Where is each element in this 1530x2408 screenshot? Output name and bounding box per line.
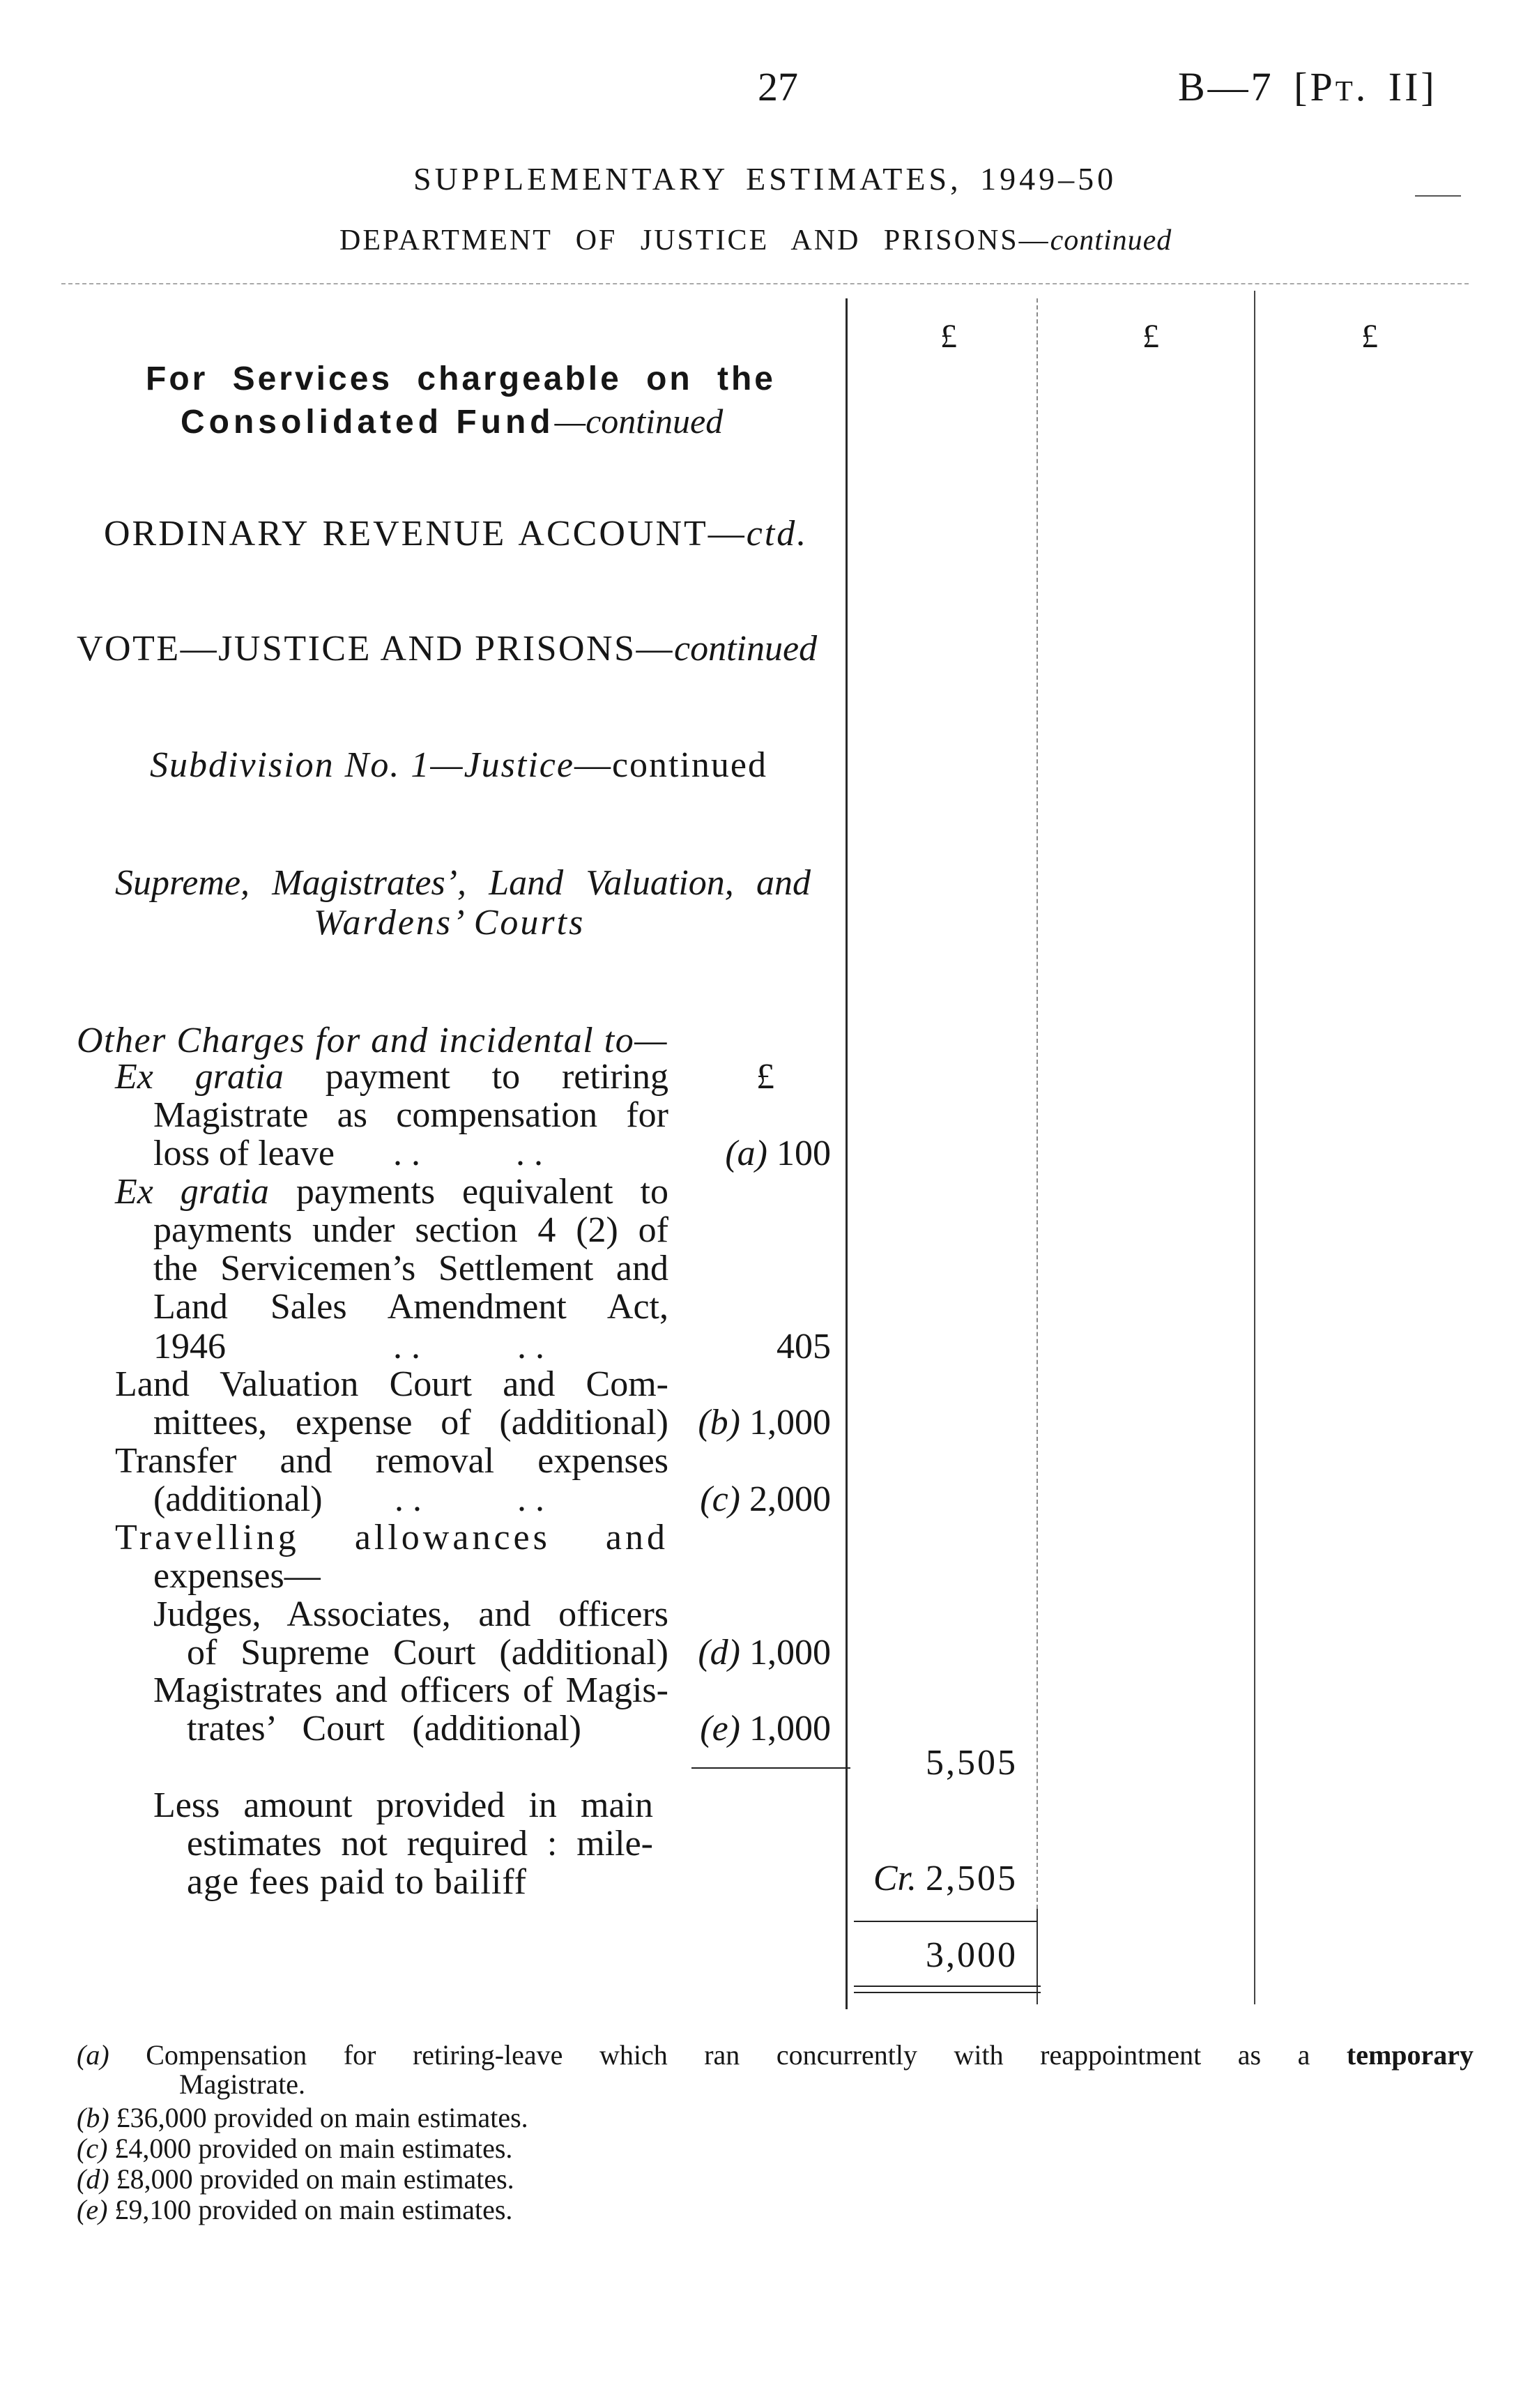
footnote-c xyxy=(77,2133,512,2164)
courts-heading-line1: Supreme, Magistrates’, Land Valuation, and xyxy=(115,863,811,903)
footnote-text: £36,000 provided on main estimates. xyxy=(116,2102,528,2133)
charge-item-b-line1: Land Valuation Court and Com- xyxy=(115,1364,668,1404)
note-ref: (a) xyxy=(725,1134,767,1173)
vote-heading xyxy=(77,630,817,669)
footnote-a xyxy=(77,2040,1474,2071)
column-currency-1: £ xyxy=(940,318,957,355)
page-title: SUPPLEMENTARY ESTIMATES, 1949–50 xyxy=(413,161,1117,197)
department-heading xyxy=(339,221,1172,260)
footnote-text: Compensation for retiring-leave which ran concurrently with reappointment as a xyxy=(146,2039,1310,2071)
charge-item-c-line2: (additional) xyxy=(153,1479,323,1519)
charge-item-b-line2: mittees, expense of (additional) xyxy=(153,1403,668,1442)
charges-intro: Other Charges for and incidental to— xyxy=(77,1021,668,1060)
charge-item-c-line1: Transfer and removal expenses xyxy=(115,1441,668,1481)
charge-item-a-line3: loss of leave xyxy=(153,1134,335,1173)
column-divider-1 xyxy=(846,298,848,2009)
charge-item-servicemen-line1 xyxy=(115,1173,668,1212)
charge-subitem-d-amount xyxy=(669,1633,831,1672)
dot-leader: . . xyxy=(395,1479,422,1519)
services-heading-line2 xyxy=(181,402,723,442)
footnote-label: (d) xyxy=(77,2163,109,2195)
subtotal-rule xyxy=(691,1767,850,1769)
dot-leader: . . xyxy=(393,1134,420,1173)
less-line2: estimates not required : mile- xyxy=(187,1824,653,1864)
charge-subitem-e-line2: trates’ Court (additional) xyxy=(187,1709,581,1748)
charge-item-servicemen-line4: Land Sales Amendment Act, xyxy=(153,1287,668,1327)
charge-item-a-text: payment to retiring xyxy=(325,1057,669,1097)
charge-item-a-line2: Magistrate as compensation for xyxy=(153,1095,668,1135)
charge-item-travelling-line1: Travelling allowances and xyxy=(115,1518,668,1557)
credit-value: 2,505 xyxy=(926,1859,1018,1898)
total-rule xyxy=(854,1921,1037,1922)
vote-continued: continued xyxy=(674,629,818,669)
charge-item-a-amount xyxy=(669,1134,831,1173)
subdivision-heading xyxy=(150,746,767,785)
ex-gratia-label: Ex gratia xyxy=(115,1172,269,1212)
footnote-text: £8,000 provided on main estimates. xyxy=(116,2163,514,2195)
services-continued: —continued xyxy=(554,402,724,441)
table-top-rule xyxy=(61,283,1469,284)
charge-item-servicemen-line2: payments under section 4 (2) of xyxy=(153,1210,668,1250)
note-ref: (b) xyxy=(698,1403,740,1442)
account-heading xyxy=(104,515,808,554)
total-double-rule-bottom xyxy=(854,1992,1041,1993)
column-divider-3 xyxy=(1254,291,1255,2004)
footnote-e xyxy=(77,2195,512,2225)
account-name: ORDINARY REVENUE ACCOUNT— xyxy=(104,514,747,554)
footnote-label: (e) xyxy=(77,2194,108,2225)
column-divider-2 xyxy=(1036,298,1038,1909)
amount-value: 1,000 xyxy=(749,1633,831,1672)
charge-item-a-line1 xyxy=(115,1058,668,1097)
consolidated-fund: Consolidated Fund xyxy=(181,404,555,441)
ex-gratia-label: Ex gratia xyxy=(115,1057,284,1097)
less-line3: age fees paid to bailiff xyxy=(187,1862,527,1902)
charge-item-servicemen-amount: 405 xyxy=(777,1327,831,1366)
credit-prefix: Cr. xyxy=(873,1859,917,1898)
footnote-label: (b) xyxy=(77,2102,109,2133)
document-reference: B—7 [Pt. II] xyxy=(1178,64,1437,109)
services-heading-line1: For Services chargeable on the xyxy=(146,360,776,397)
column-currency-2: £ xyxy=(1142,318,1159,355)
charge-item-servicemen-line3: the Servicemen’s Settlement and xyxy=(153,1249,668,1288)
charge-item-c-amount xyxy=(669,1480,831,1519)
charge-item-servicemen-text: payments equivalent to xyxy=(296,1172,668,1212)
subdivision-continued: —continued xyxy=(574,745,768,785)
column-currency-3: £ xyxy=(1361,318,1378,355)
dot-leader: . . xyxy=(393,1327,420,1366)
header-rule xyxy=(1415,195,1461,197)
dot-leader: . . xyxy=(517,1327,544,1366)
footnote-emphasis: temporary xyxy=(1346,2039,1474,2071)
note-ref: (e) xyxy=(700,1709,740,1748)
courts-heading-line2: Wardens’ Courts xyxy=(314,903,586,943)
amount-column-currency: £ xyxy=(756,1057,774,1097)
charge-item-travelling-line2: expenses— xyxy=(153,1556,321,1596)
vote-name: VOTE—JUSTICE AND PRISONS— xyxy=(77,629,675,669)
charge-subitem-d-line2: of Supreme Court (additional) xyxy=(187,1633,668,1672)
page-number: 27 xyxy=(758,64,798,109)
charge-item-b-amount xyxy=(669,1403,831,1442)
dot-leader: . . xyxy=(516,1134,543,1173)
total-amount: 3,000 xyxy=(926,1935,1018,1975)
footnote-text: £4,000 provided on main estimates. xyxy=(114,2133,513,2164)
footnote-b xyxy=(77,2103,528,2133)
footnote-text: £9,100 provided on main estimates. xyxy=(114,2194,513,2225)
total-double-rule-top xyxy=(854,1986,1041,1987)
amount-value: 100 xyxy=(777,1134,831,1173)
charge-item-servicemen-line5: 1946 xyxy=(153,1327,226,1366)
column-divider-2-lower xyxy=(1036,1909,1038,2004)
footnote-d xyxy=(77,2164,514,2195)
department-continued: continued xyxy=(1050,224,1172,257)
amount-value: 1,000 xyxy=(749,1403,831,1442)
footnote-label: (a) xyxy=(77,2039,109,2071)
department-name: DEPARTMENT OF JUSTICE AND PRISONS— xyxy=(339,224,1050,257)
less-line1: Less amount provided in main xyxy=(153,1785,653,1825)
subdivision-name: Subdivision No. 1—Justice xyxy=(150,745,574,785)
footnote-a-continuation: Magistrate. xyxy=(179,2068,306,2100)
credit-amount xyxy=(854,1859,1018,1898)
subtotal-amount: 5,505 xyxy=(926,1743,1018,1783)
note-ref: (c) xyxy=(700,1479,740,1519)
amount-value: 1,000 xyxy=(749,1709,831,1748)
charge-subitem-d-line1: Judges, Associates, and officers xyxy=(153,1594,668,1634)
dot-leader: . . xyxy=(517,1479,544,1519)
charge-subitem-e-amount xyxy=(669,1709,831,1748)
note-ref: (d) xyxy=(698,1633,740,1672)
account-continued: ctd. xyxy=(746,514,809,554)
charge-subitem-e-line1: Magistrates and officers of Magis- xyxy=(153,1670,668,1710)
footnote-label: (c) xyxy=(77,2133,108,2164)
amount-value: 2,000 xyxy=(749,1479,831,1519)
